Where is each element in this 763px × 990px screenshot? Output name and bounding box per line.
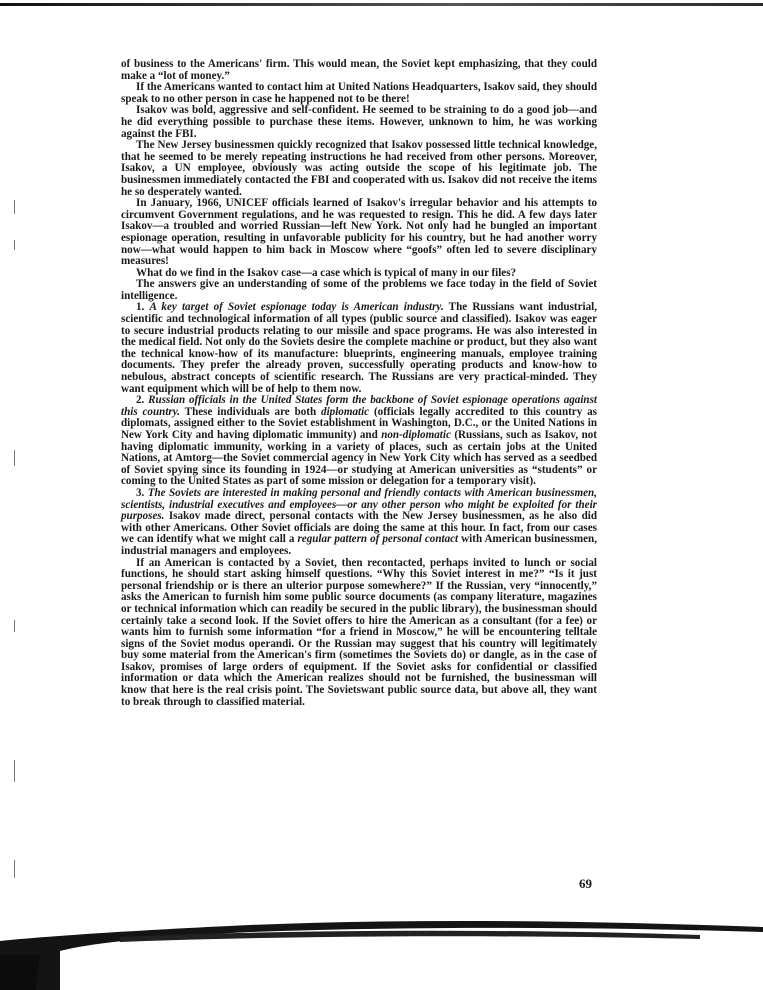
point-3-emphasis: The Soviets are interested in making personal and friendly contacts with American businessmen, scientists, industrial executives and employees—or any other person who might be exploited for their purposes. (121, 486, 597, 523)
paragraph-6: What do we find in the Isakov case—a case which is typical of many in our files? (136, 266, 517, 279)
closing-paragraph: If an American is contacted by a Soviet, then recontacted, perhaps invited to lunch or social functions, he should start asking himself questions. “Why this Soviet interest in me?” “Is it just personal friendship or is there an ulterior purpose somewhere?” If the Russian, very “innocently,” asks the American to furnish him some public source documents (as company literature, magazines or technical information which can readily be secured in the public library), the businessman should certainly take a second look. If the Soviet offers to hire the American as a consultant (for a fee) or wants him to furnish some information “for a friend in Moscow,” he will be encountering telltale signs of the Soviet modus operandi. Or the Russian may suggest that his country will legitimately buy some material from the American's firm (sometimes the Soviets do) or dangle, as in the case of Isakov, promises of large orders of equipment. If the Soviet asks for confidential or classified information or data which the American realizes should not be furnished, the businessman will know that here is the real crisis point. The Sovietswant public source data, but above all, they want to break through to classified material. (121, 556, 597, 708)
point-2: 2. Russian officials in the United States form the backbone of Soviet espionage operations against this country. These individuals are both diplomatic (officials legally accredited to this country as diplomats, assigned either to the Soviet establishment in Washington, D.C., or the United Nations in New York City and having diplomatic immunity) and non-diplomatic (Russians, such as Isakov, not having diplomatic immunity, working in a variety of places, such as certain jobs at the United Nations, at Amtorg—the Soviet commercial agency in New York City which has served as a seedbed of Soviet spying since its founding in 1924—or studying at American universities as “students” or coming to the United States as part of some mission or delegation for a temporary visit). (121, 394, 597, 488)
paragraph-4: The New Jersey businessmen quickly recognized that Isakov possessed little technical knowledge, that he seemed to be merely repeating instructions he had received from other persons. Moreover, Isakov, a UN employee, obviously was acting outside the scope of his legitimate job. The businessmen immediately contacted the FBI and cooperated with us. Isakov did not receive the items he so desperately wanted. (121, 139, 597, 198)
paragraph-2: If the Americans wanted to contact him at United Nations Headquarters, Isakov said, they should speak to no other person in case he happened not to be there! (121, 81, 597, 105)
document-body (121, 59, 597, 708)
point-2-diplomatic: diplomatic (321, 405, 370, 418)
paragraph-7: The answers give an understanding of some of the problems we face today in the field of Soviet intelligence. (121, 278, 597, 302)
point-2-emphasis: Russian officials in the United States form the backbone of Soviet espionage operations against this country. (121, 394, 597, 418)
scan-top-edge (0, 3, 763, 6)
point-2-non-diplomatic: non-diplomatic (381, 429, 451, 441)
paragraph-1: of business to the Americans' firm. This would mean, the Soviet kept emphasizing, that they could make a “lot of money.” (121, 58, 597, 82)
page-number: 69 (579, 876, 592, 891)
paragraph-5: In January, 1966, UNICEF officials learned of Isakov's irregular behavior and his attempts to circumvent Government regulations, and he was requested to resign. This he did. A few days later Isakov—a troubled and worried Russian—left New York. Not only had he bungled an important espionage operation, resulting in unfavorable publicity for his country, but he had another worry now—what would happen to him back in Moscow where “goofs” often led to severe disciplinary measures! (121, 197, 597, 268)
paragraph-3: Isakov was bold, aggressive and self-confident. He seemed to be straining to do a good job—and he did everything possible to purchase these items. However, unknown to him, he was working against the FBI. (121, 104, 597, 140)
bottom-scan-shadow (0, 915, 763, 990)
point-3: 3. The Soviets are interested in making personal and friendly contacts with American businessmen, scientists, industrial executives and employees—or any other person who might be exploited for their purposes. Isakov made direct, personal contacts with the New Jersey businessmen, as he also did with other Americans. Other Soviet officials are doing the same at this hour. In fact, from our cases we can identify what we might call a regular pattern of personal contact with American businessmen, industrial managers and employees. (121, 486, 597, 557)
point-1: 1. A key target of Soviet espionage today is American industry. The Russians want industrial, scientific and technological information of all types (public source and classified). Isakov was eager to secure industrial products relating to our missile and space programs. He was also interested in the medical field. Not only do the Soviets desire the complete machine or product, but they also want the technical know-how of its manufacture: blueprints, engineering manuals, employee training documents. They prefer the already proven, successfully operating products and know-how to nebulous, abstract concepts of scientific research. The Russians are very practical-minded. They want equipment which will be of help to them now. (121, 301, 597, 395)
point-3-pattern: regular pattern of personal contact (297, 533, 459, 546)
left-margin-scan-marks (14, 200, 20, 900)
point-1-emphasis: A key target of Soviet espionage today is American industry. (149, 301, 444, 314)
